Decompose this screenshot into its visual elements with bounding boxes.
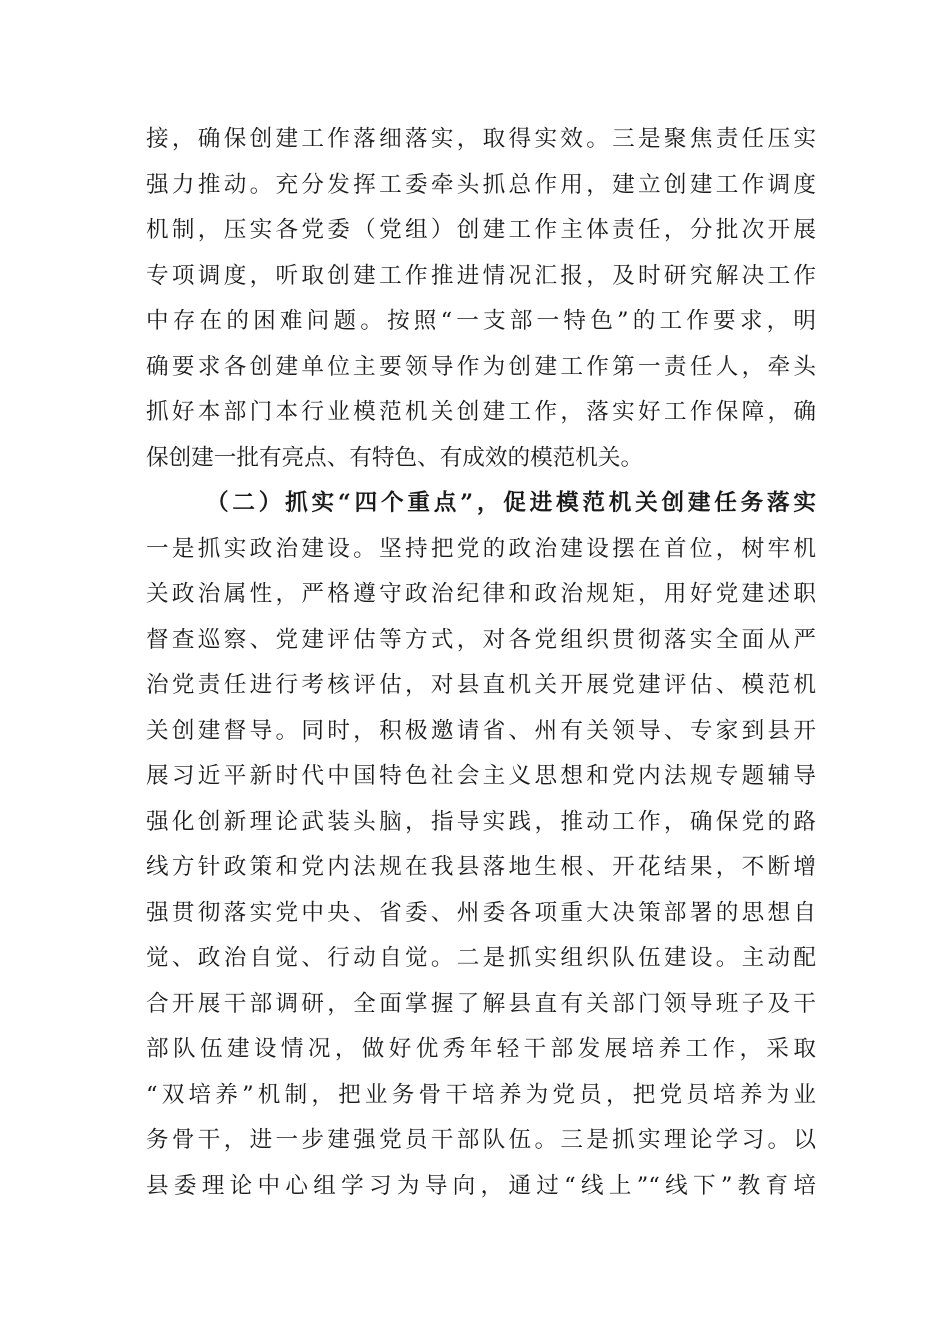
text-line: 专项调度，听取创建工作推进情况汇报，及时研究解决工作 <box>146 262 816 289</box>
text-line: 部队伍建设情况，做好优秀年轻干部发展培养工作，采取 <box>146 1036 816 1062</box>
text-line: 机制，压实各党委（党组）创建工作主体责任，分批次开展 <box>146 217 816 243</box>
text-line: 强力推动。充分发挥工委牵头抓总作用，建立创建工作调度 <box>146 171 816 198</box>
text-line: 接，确保创建工作落细落实，取得实效。三是聚焦责任压实 <box>146 126 816 152</box>
text-line: 觉、政治自觉、行动自觉。二是抓实组织队伍建设。主动配 <box>146 945 816 971</box>
text-line: 确要求各创建单位主要领导作为创建工作第一责任人，牵头 <box>146 353 816 380</box>
section-heading: （二）抓实“四个重点”，促进模范机关创建任务落实 <box>206 490 816 516</box>
text-line: 县委理论中心组学习为导向，通过“线上”“线下”教育培 <box>146 1172 816 1199</box>
text-line: 保创建一批有亮点、有特色、有成效的模范机关。 <box>146 444 644 471</box>
text-line: 务骨干，进一步建强党员干部队伍。三是抓实理论学习。以 <box>146 1127 816 1153</box>
text-line: 抓好本部门本行业模范机关创建工作，落实好工作保障，确 <box>146 399 816 425</box>
text-line: 强化创新理论武装头脑，指导实践，推动工作，确保党的路 <box>146 808 816 835</box>
text-line: 关政治属性，严格遵守政治纪律和政治规矩，用好党建述职 <box>146 581 816 607</box>
text-line: 督查巡察、党建评估等方式，对各党组织贯彻落实全面从严 <box>146 626 816 653</box>
text-line: 关创建督导。同时，积极邀请省、州有关领导、专家到县开 <box>146 717 816 744</box>
text-line: 治党责任进行考核评估，对县直机关开展党建评估、模范机 <box>146 672 816 698</box>
text-line: “双培养”机制，把业务骨干培养为党员，把党员培养为业 <box>146 1081 816 1108</box>
text-line: 展习近平新时代中国特色社会主义思想和党内法规专题辅导 <box>146 763 816 789</box>
text-line: 一是抓实政治建设。坚持把党的政治建设摆在首位，树牢机 <box>146 535 816 562</box>
text-line: 强贯彻落实党中央、省委、州委各项重大决策部署的思想自 <box>146 899 816 926</box>
document-body <box>146 117 816 1209</box>
text-line: 中存在的困难问题。按照“一支部一特色”的工作要求，明 <box>146 308 816 334</box>
text-line: 线方针政策和党内法规在我县落地生根、开花结果，不断增 <box>146 854 816 880</box>
text-line: 合开展干部调研，全面掌握了解县直有关部门领导班子及干 <box>146 990 816 1017</box>
